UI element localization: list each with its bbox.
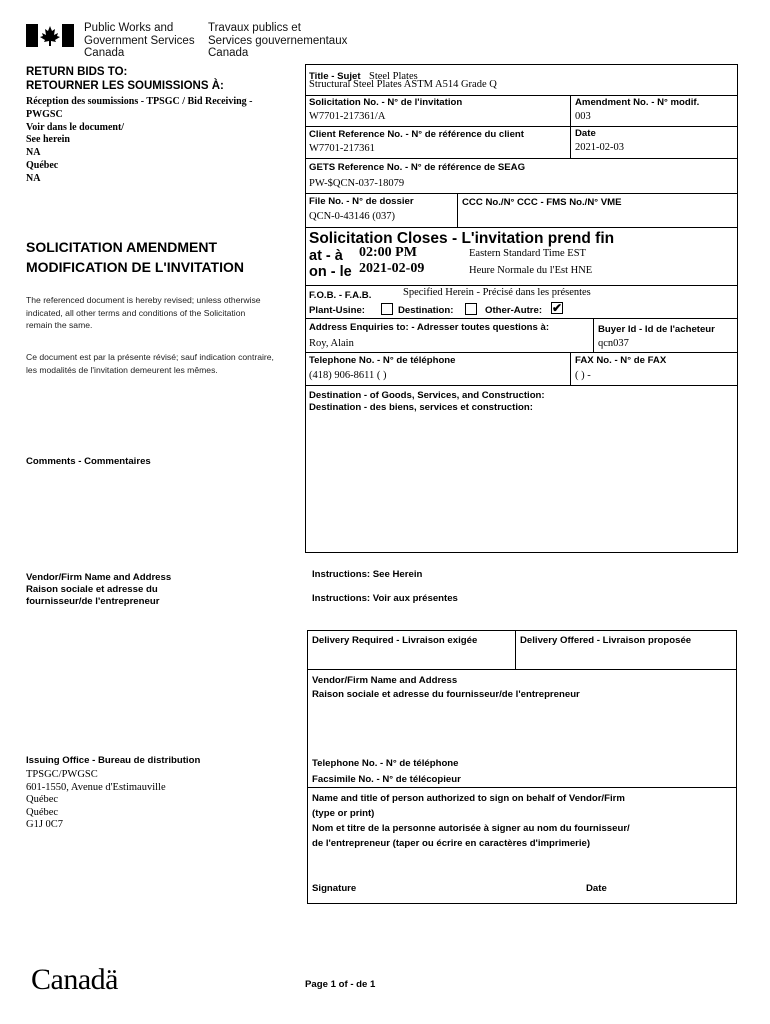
gets-reference-value: PW-$QCN-037-18079 [309, 178, 405, 189]
return-bids-address: Réception des soumissions - TPSGC / Bid Receiving - PWGSC Voir dans le document/ See herein NA Québec NA [26, 96, 253, 184]
title-field: Title - Sujet Steel Plates [309, 71, 418, 82]
enquiries-value: Roy, Alain [309, 338, 354, 349]
vendor-fax-label: Facsimile No. - N° de télécopieur [312, 774, 461, 785]
instructions-fr: Instructions: Voir aux présentes [312, 593, 458, 604]
delivery-offered-label: Delivery Offered - Livraison proposée [520, 635, 692, 646]
plant-usine-label: Plant-Usine: [309, 305, 365, 316]
timezone-fr: Heure Normale du l'Est HNE [469, 265, 593, 276]
at-label: at - à [309, 248, 343, 264]
other-autre-label: Other-Autre: [485, 305, 543, 316]
destination-goods-label: Destination - of Goods, Services, and Construction: Destination - des biens, services et construction: [309, 390, 545, 413]
canada-wordmark: Canadä [31, 963, 118, 996]
issuing-office-label: Issuing Office - Bureau de distribution [26, 755, 201, 766]
check-mark-icon: ✔ [552, 301, 563, 315]
signature-date-label: Date [586, 883, 607, 894]
amendment-number-label: Amendment No. - N° modif. [575, 97, 700, 108]
file-number-value: QCN-0-43146 (037) [309, 211, 396, 222]
ccc-number-label: CCC No./N° CCC - FMS No./N° VME [462, 197, 622, 208]
issuing-office-address: TPSGC/PWGSC 601-1550, Avenue d'Estimauville Québec Québec G1J 0C7 [26, 769, 166, 830]
signature-label: Signature [312, 883, 357, 894]
page-number: Page 1 of - de 1 [305, 979, 376, 990]
date-value: 2021-02-03 [575, 142, 624, 153]
fob-label: F.O.B. - F.A.B. [309, 290, 372, 301]
gov-name-en: Public Works and Government Services Canada [84, 22, 195, 59]
telephone-label: Telephone No. - N° de téléphone [309, 355, 456, 366]
vendor-left-label: Vendor/Firm Name and Address Raison sociale et adresse du fournisseur/de l'entrepreneur [26, 572, 172, 607]
fax-label: FAX No. - N° de FAX [575, 355, 667, 366]
fax-value: ( ) - [575, 370, 591, 381]
fob-value: Specified Herein - Précisé dans les présentes [403, 287, 591, 298]
closing-date: 2021-02-09 [359, 261, 425, 276]
telephone-value: (418) 906-8611 ( ) [309, 370, 387, 381]
destination-checkbox[interactable] [465, 303, 477, 315]
comments-label: Comments - Commentaires [26, 456, 151, 467]
on-label: on - le [309, 264, 352, 280]
canada-flag-logo [26, 24, 74, 47]
return-bids-title: RETURN BIDS TO: RETOURNER LES SOUMISSIONS À: [26, 66, 224, 92]
authorized-person-label: Name and title of person authorized to sign on behalf of Vendor/Firm (type or print) Nom et titre de la personne autorisée à signer au nom du fournisseur/ de l'entrepreneur (taper ou écrire en caractères d'imprimerie) [312, 793, 630, 849]
amendment-title: SOLICITATION AMENDMENT MODIFICATION DE L'INVITATION [26, 239, 244, 275]
solicitation-number-label: Solicitation No. - N° de l'invitation [309, 97, 463, 108]
amendment-number-value: 003 [575, 111, 591, 122]
solicitation-closes-title: Solicitation Closes - L'invitation prend fin [309, 230, 615, 247]
delivery-required-label: Delivery Required - Livraison exigée [312, 635, 478, 646]
plant-usine-checkbox[interactable] [381, 303, 393, 315]
gets-reference-label: GETS Reference No. - N° de référence de SEAG [309, 162, 526, 173]
enquiries-label: Address Enquiries to: - Adresser toutes questions à: [309, 322, 550, 333]
file-number-label: File No. - N° de dossier [309, 196, 414, 207]
amendment-text-fr: Ce document est par la présente révisé; sauf indication contraire, les modalités de l'invitation demeurent les mêmes. [26, 352, 274, 375]
solicitation-number-value: W7701-217361/A [309, 111, 386, 122]
client-reference-value: W7701-217361 [309, 143, 375, 154]
closing-time: 02:00 PM [359, 245, 417, 260]
buyer-id-label: Buyer Id - Id de l'acheteur [598, 324, 715, 335]
amendment-text-en: The referenced document is hereby revised; unless otherwise indicated, all other terms and conditions of the Solicitation remain the same. [26, 295, 261, 330]
other-autre-checkbox[interactable] [551, 302, 563, 314]
gov-name-fr: Travaux publics et Services gouvernementaux Canada [208, 22, 348, 59]
date-label: Date [575, 128, 596, 139]
destination-label: Destination: [398, 305, 454, 316]
client-reference-label: Client Reference No. - N° de référence du client [309, 129, 524, 140]
title-value-line2: Structural Steel Plates ASTM A514 Grade Q [309, 79, 497, 90]
vendor-name-address-label: Vendor/Firm Name and Address Raison sociale et adresse du fournisseur/de l'entrepreneur [312, 675, 580, 700]
timezone-en: Eastern Standard Time EST [469, 248, 586, 259]
buyer-id-value: qcn037 [598, 338, 629, 349]
instructions-en: Instructions: See Herein [312, 569, 423, 580]
vendor-telephone-label: Telephone No. - N° de téléphone [312, 758, 459, 769]
